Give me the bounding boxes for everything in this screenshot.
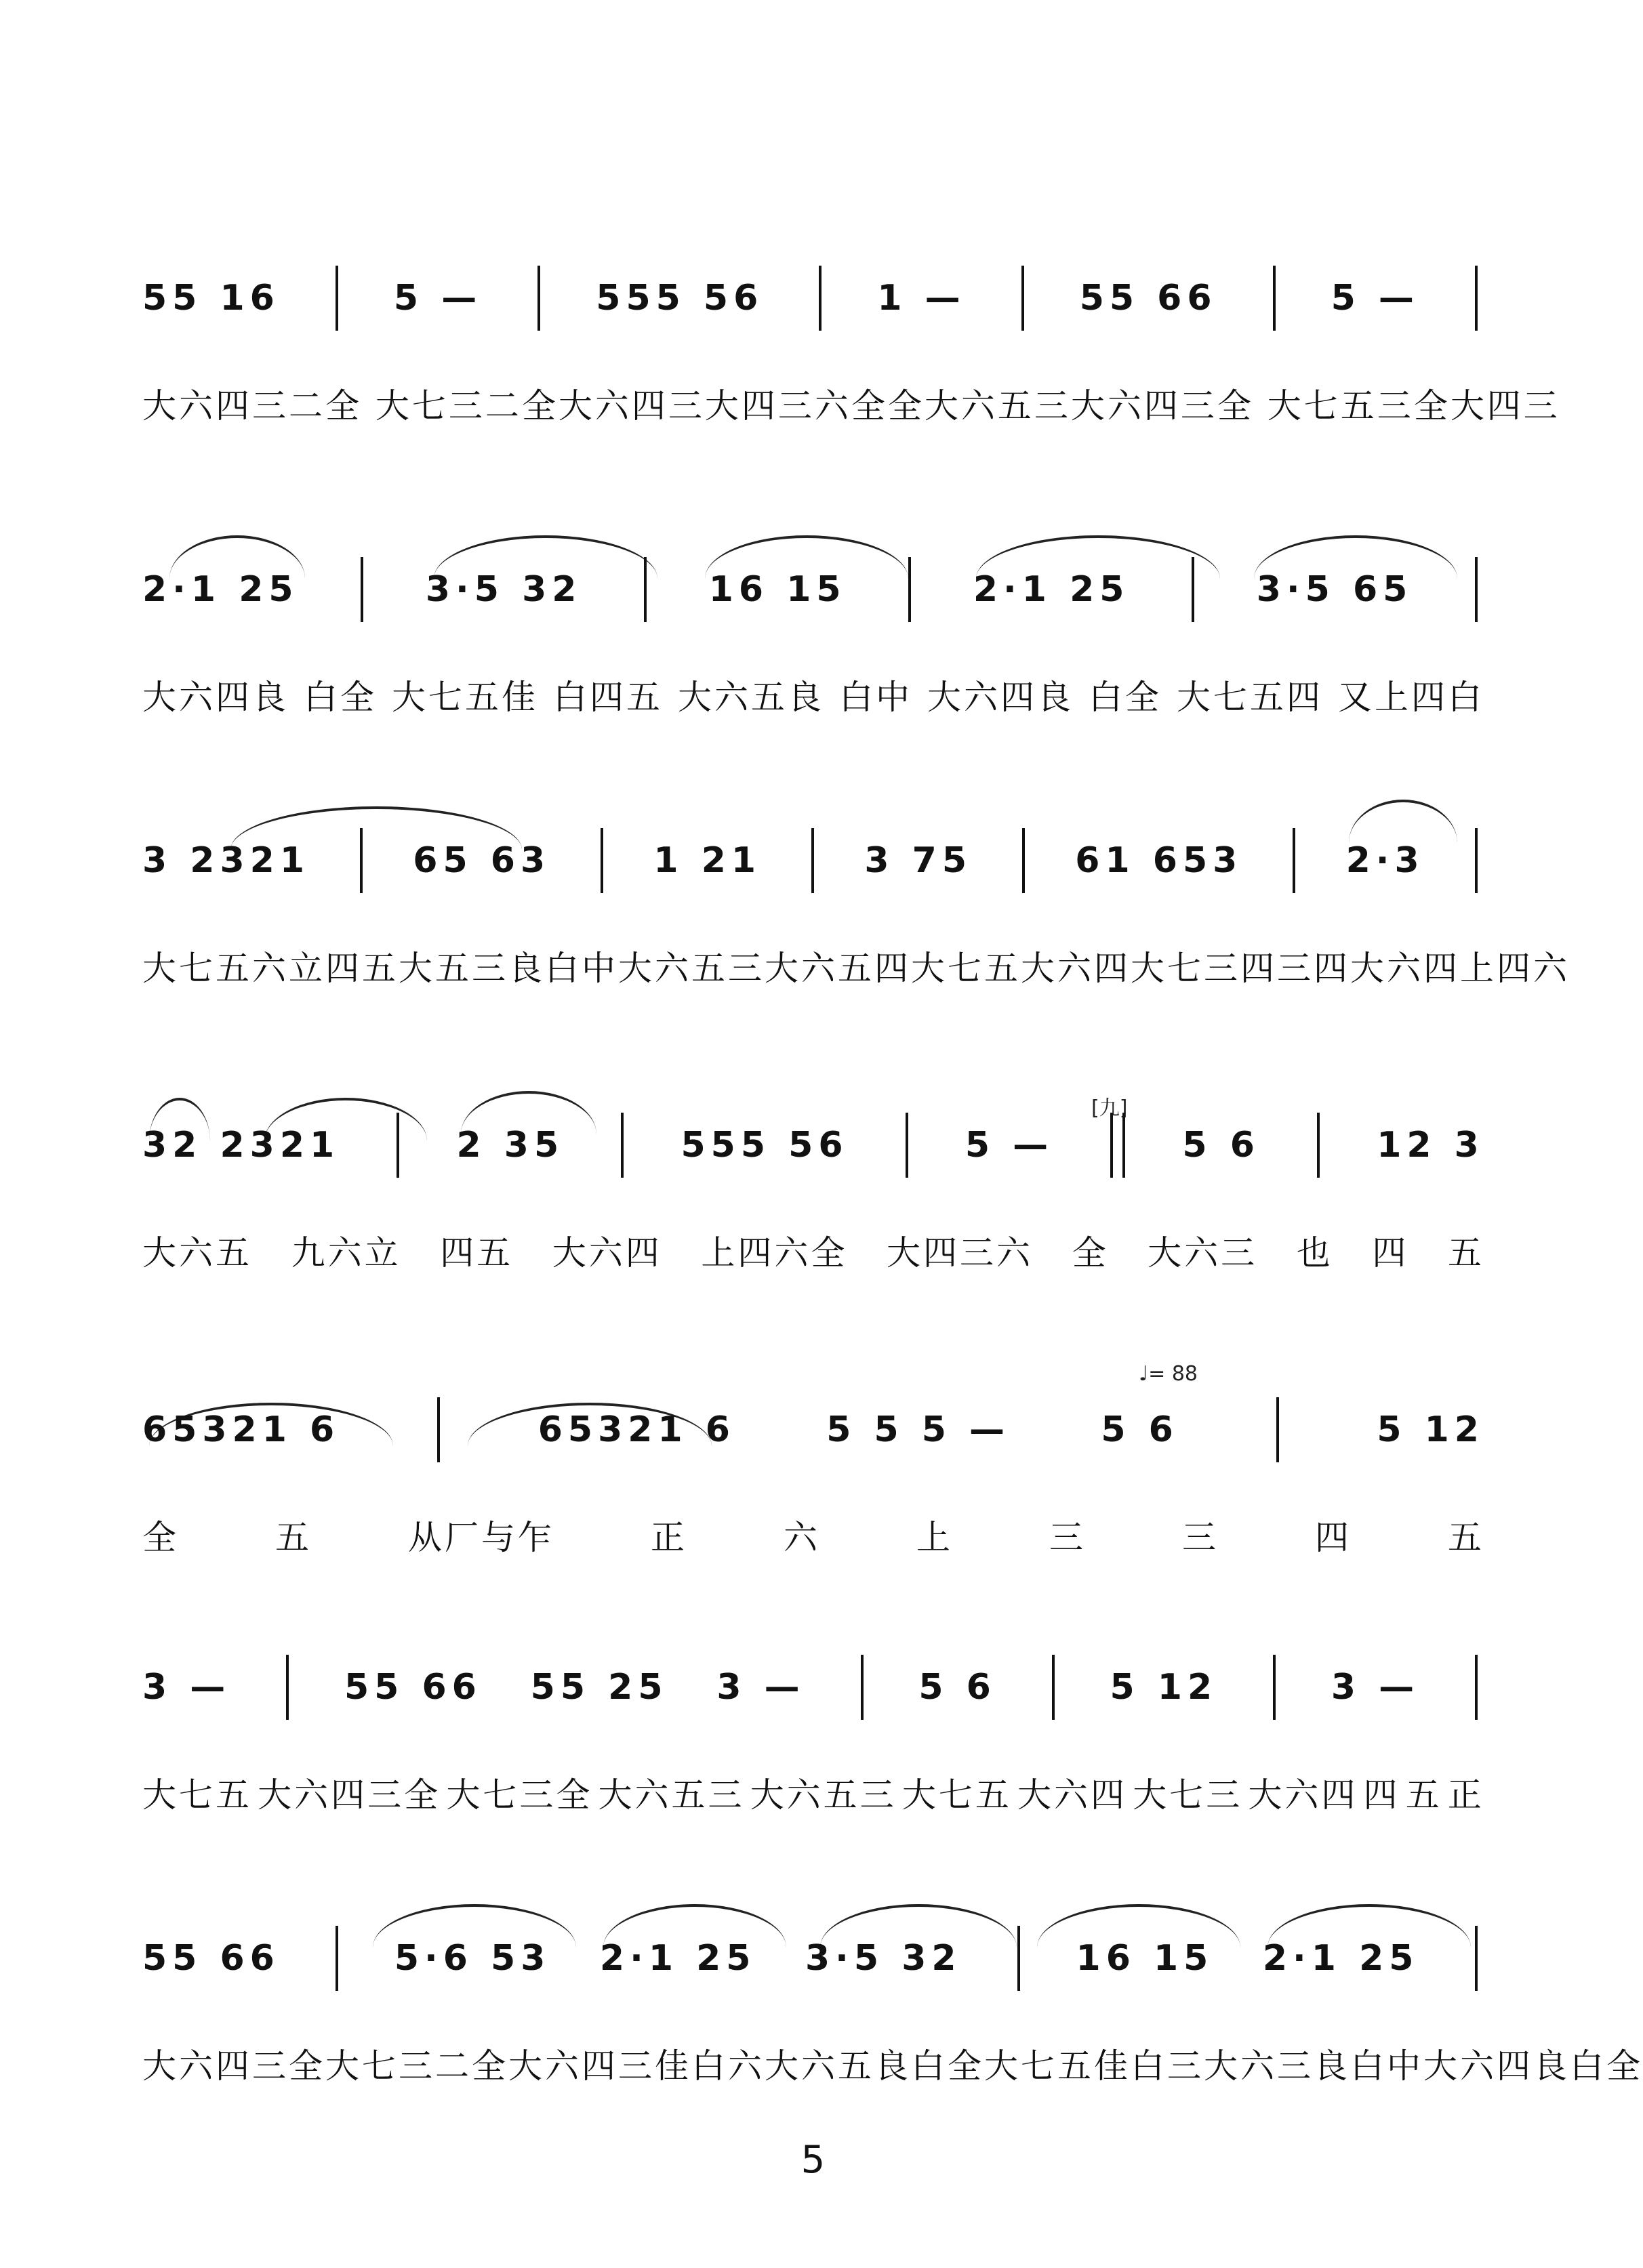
barline (644, 557, 647, 622)
tablature-group: 五 (1447, 1233, 1484, 1273)
tablature-group: 大六三良 (1204, 2046, 1350, 2086)
tablature-group: 大六五良 (678, 678, 824, 717)
measure: 5 5 5 — (826, 1409, 1011, 1450)
tablature-group: 大六四 (1021, 949, 1131, 988)
tablature-group: 白全 (1570, 2046, 1643, 2086)
tablature-group: 大七三 (1133, 1775, 1243, 1815)
measure: 5 12 (1377, 1409, 1484, 1450)
tablature-group: 全 (142, 1518, 179, 1557)
measure: 55 66 (142, 1938, 280, 1979)
tablature-group: 大七五四 (1177, 678, 1323, 717)
numeric-notation-line (142, 522, 1484, 657)
tablature-group: 正 (1447, 1775, 1484, 1815)
barline (286, 1655, 289, 1720)
measure: 61 653 (1075, 840, 1243, 881)
tablature-group: 大六四良 (1423, 2046, 1570, 2086)
tablature-group: 大六四 (1017, 1775, 1128, 1815)
measure: 1 — (877, 278, 966, 318)
numeric-notation-line (142, 1077, 1484, 1213)
tablature-group: 四 (1363, 1775, 1400, 1815)
barline (1293, 828, 1295, 893)
measure: 2·1 25 (1262, 1938, 1419, 1979)
barline (1273, 266, 1276, 331)
tablature-group: 大四三六 (886, 1233, 1033, 1273)
measure: 16 15 (1076, 1938, 1214, 1979)
tablature-group: 大六四良 (142, 678, 289, 717)
tablature-group: 大七五佳 (392, 678, 538, 717)
tablature-group: 白中 (839, 678, 912, 717)
numeric-notation-line (142, 230, 1484, 366)
measure: 55 16 (142, 278, 280, 318)
tablature-group: 大四三六全 (704, 386, 888, 426)
tablature-group: 五 (275, 1518, 312, 1557)
barline (811, 828, 814, 893)
tablature-line (142, 373, 1560, 434)
tablature-group: 四五 (440, 1233, 514, 1273)
tablature-group: 大六三 (1148, 1233, 1258, 1273)
tablature-line (142, 664, 1484, 725)
tablature-group: 大六四三全 (142, 2046, 325, 2086)
measure: 2·1 25 (142, 569, 299, 610)
tablature-group: 大六四三全 (258, 1775, 441, 1815)
measure: 32 2321 (142, 1125, 340, 1166)
measure: 55 25 (530, 1667, 668, 1708)
tablature-group: 大六五良 (765, 2046, 911, 2086)
score-system-2 (142, 522, 1484, 752)
tablature-group: 大六五四 (765, 949, 911, 988)
barline (1475, 266, 1478, 331)
barline (397, 1113, 399, 1178)
barline (1475, 557, 1478, 622)
barline (1273, 1655, 1276, 1720)
tablature-group: 大六四三全 大七五三全 (1070, 386, 1451, 426)
barline (1017, 1926, 1020, 1991)
barline (336, 266, 338, 331)
tablature-group: 大六四三佳 (508, 2046, 691, 2086)
barline (621, 1113, 624, 1178)
tablature-group: 又上四白 (1338, 678, 1484, 717)
tablature-group: 正 (651, 1518, 687, 1557)
tablature-group: 白全 (911, 2046, 984, 2086)
measure: 1 21 (653, 840, 762, 881)
tablature-group: 四 (1372, 1233, 1409, 1273)
score-system-4 (142, 1077, 1484, 1308)
tablature-group: 大七五 (142, 1775, 252, 1815)
barline (336, 1926, 338, 1991)
barline (437, 1397, 440, 1462)
measure: 3 2321 (142, 840, 310, 881)
measure: 3 — (716, 1667, 805, 1708)
barline (360, 828, 363, 893)
tablature-group: 大七三全 (446, 1775, 593, 1815)
tablature-group: 白全 (304, 678, 377, 717)
tablature-group: 大六四 (552, 1233, 662, 1273)
tablature-group: 白中 (1350, 2046, 1423, 2086)
barline (861, 1655, 864, 1720)
measure: 3·5 32 (805, 1938, 962, 1979)
barline (1475, 1655, 1478, 1720)
tablature-group: 大七三二全 (325, 2046, 508, 2086)
tablature-group: 大六四三 (558, 386, 705, 426)
score-system-5 (142, 1362, 1484, 1592)
measure: 555 56 (681, 1125, 849, 1166)
barline (1022, 828, 1025, 893)
numeric-notation-line (142, 1362, 1484, 1498)
score-system-7 (142, 1891, 1643, 2121)
measure: 2·1 25 (973, 569, 1130, 610)
tablature-group: 四五 (325, 949, 399, 988)
tablature-group: 大七五 (911, 949, 1021, 988)
measure: 5 6 (918, 1667, 996, 1708)
measure: 5 — (393, 278, 483, 318)
tablature-group: 上 (916, 1518, 953, 1557)
numeric-notation-line (142, 1891, 1484, 2026)
tablature-group: 白三 (1131, 2046, 1204, 2086)
measure: 12 3 (1377, 1125, 1484, 1166)
double-barline (1110, 1113, 1125, 1178)
barline (1192, 557, 1194, 622)
tablature-group: 大五三良 (399, 949, 545, 988)
tablature-group: 大六四三二全 大七三二全 (142, 386, 559, 426)
tablature-group: 六 (784, 1518, 820, 1557)
numeric-notation-line (142, 1620, 1484, 1755)
tablature-group: 白四五 (553, 678, 663, 717)
measure: 3 75 (864, 840, 973, 881)
measure: 2·1 25 (599, 1938, 756, 1979)
tablature-group: 五 (1405, 1775, 1442, 1815)
barline (537, 266, 540, 331)
tablature-line (142, 935, 1570, 996)
barline (906, 1113, 908, 1178)
score-system-6 (142, 1620, 1484, 1850)
measure: 5 6 (1101, 1409, 1179, 1450)
measure: 65321 6 (142, 1409, 340, 1450)
measure: 65 63 (413, 840, 551, 881)
measure: 3 — (142, 1667, 231, 1708)
barline (1317, 1113, 1320, 1178)
measure: 2 35 (456, 1125, 565, 1166)
barline (1475, 1926, 1478, 1991)
tablature-group: 白全 (1089, 678, 1162, 717)
tablature-line (142, 1762, 1484, 1823)
barline (908, 557, 911, 622)
measure: 3 — (1331, 1667, 1420, 1708)
measure: 5 — (1331, 278, 1419, 318)
measure: 3·5 65 (1256, 569, 1413, 610)
measure: 5 12 (1110, 1667, 1218, 1708)
barline (601, 828, 603, 893)
tablature-group: 三 (1049, 1518, 1086, 1557)
measure: 3·5 32 (425, 569, 582, 610)
tablature-group: 五 (1448, 1518, 1484, 1557)
tablature-group: 大七三 (1131, 949, 1240, 988)
tablature-line (142, 1220, 1484, 1281)
tablature-group: 四三四 (1240, 949, 1350, 988)
barline (1276, 1397, 1279, 1462)
tablature-group: 上四六全 (701, 1233, 848, 1273)
tablature-group: 大六四良 (927, 678, 1074, 717)
section-marker: [九] (1091, 1096, 1128, 1120)
measure: 5·6 53 (394, 1938, 551, 1979)
tablature-line (142, 2033, 1643, 2094)
page-number: 5 (800, 2138, 826, 2182)
measure: 65321 6 (537, 1409, 735, 1450)
tablature-line (142, 1504, 1484, 1565)
barline (361, 557, 363, 622)
tempo-marking: ♩= 88 (1139, 1362, 1198, 1386)
barline (1021, 266, 1024, 331)
barline (1052, 1655, 1055, 1720)
measure: 55 66 (344, 1667, 482, 1708)
tablature-group: 上四六 (1460, 949, 1570, 988)
barline (819, 266, 822, 331)
tablature-group: 大六五三 (750, 1775, 897, 1815)
measure: 55 66 (1079, 278, 1217, 318)
numeric-notation-line (142, 793, 1484, 928)
tablature-group: 九六立 (291, 1233, 401, 1273)
tablature-group: 大六五 (142, 1233, 252, 1273)
score-system-3 (142, 793, 1570, 1023)
tablature-group: 白中 (545, 949, 618, 988)
tablature-group: 大七五佳 (984, 2046, 1131, 2086)
score-system-1 (142, 230, 1560, 461)
tablature-group: 三 (1182, 1518, 1219, 1557)
measure: 5 6 (1182, 1125, 1260, 1166)
tablature-group: 全 (1072, 1233, 1109, 1273)
tablature-group: 大七五 (901, 1775, 1012, 1815)
tablature-group: 大七五 (142, 949, 252, 988)
tablature-group: 从厂与乍 (408, 1518, 554, 1557)
tablature-group: 全 (887, 386, 925, 426)
tablature-group: 六立 (252, 949, 325, 988)
tablature-group: 大六五三 (924, 386, 1071, 426)
measure: 555 56 (596, 278, 764, 318)
tablature-group: 白六 (691, 2046, 765, 2086)
tablature-group: 大六五三 (598, 1775, 745, 1815)
measure: 2·3 (1345, 840, 1425, 881)
tablature-group: 大六五三 (618, 949, 765, 988)
barline (1475, 828, 1478, 893)
tablature-group: 四 (1315, 1518, 1352, 1557)
tablature-group: 大六四 (1248, 1775, 1358, 1815)
measure: 16 15 (708, 569, 847, 610)
tablature-group: 大四三 (1450, 386, 1560, 426)
tablature-group: 也 (1296, 1233, 1333, 1273)
measure: 5 — (965, 1125, 1054, 1166)
tablature-group: 大六四 (1350, 949, 1460, 988)
